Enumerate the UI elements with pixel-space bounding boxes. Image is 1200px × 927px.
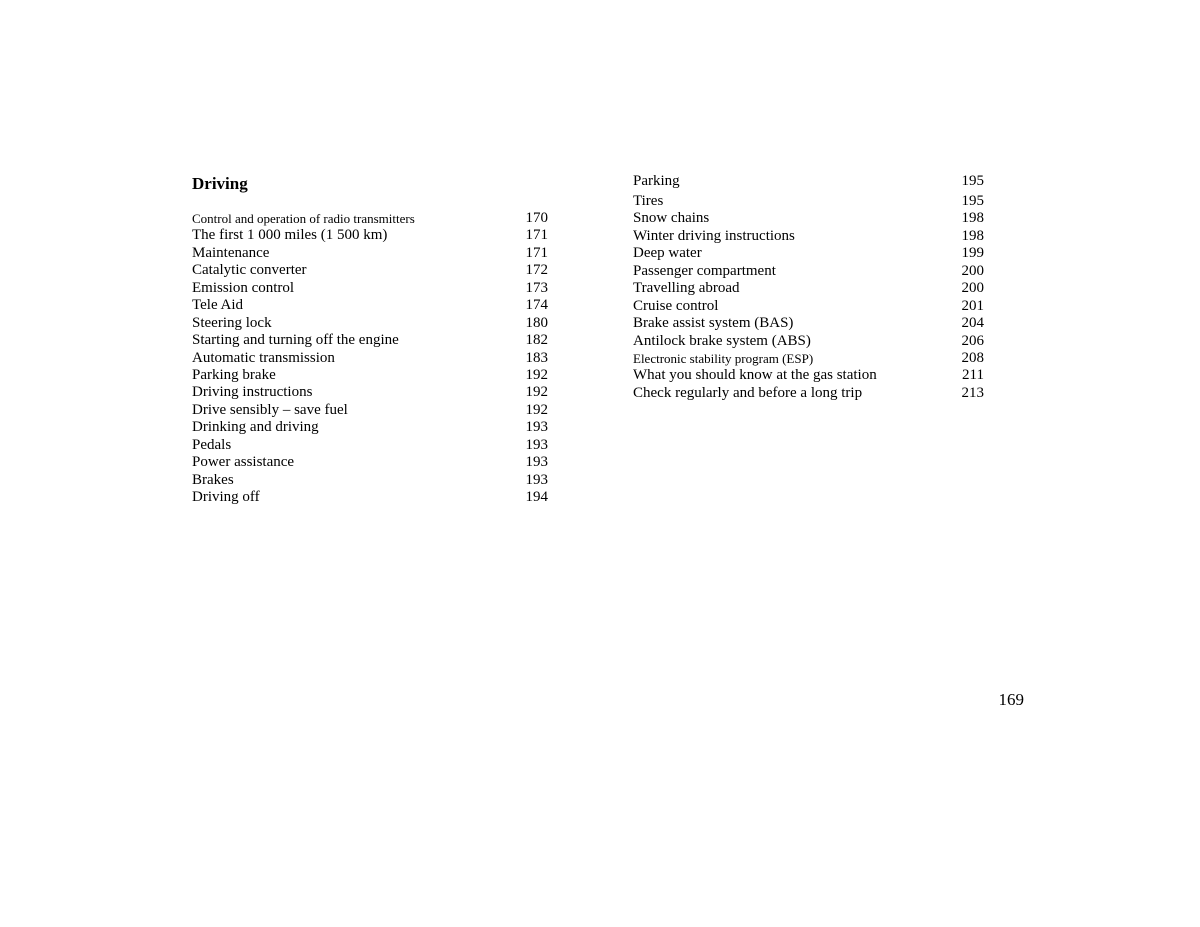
toc-entry-title: Starting and turning off the engine	[192, 332, 399, 349]
toc-entry	[192, 331, 548, 348]
toc-entry-title: Pedals	[192, 436, 232, 453]
toc-entry	[633, 227, 984, 244]
toc-entry-title: The first 1 000 miles (1 500 km)	[192, 227, 388, 244]
toc-entry	[192, 453, 548, 470]
toc-entry	[192, 296, 548, 313]
toc-entry	[192, 226, 548, 243]
toc-entry	[192, 471, 548, 488]
toc-entry-title: Maintenance	[192, 244, 270, 261]
toc-entry-page: 171	[525, 227, 548, 244]
toc-entry-title: What you should know at the gas station	[633, 367, 877, 384]
toc-entry-page: 198	[961, 210, 984, 227]
toc-entry-title: Driving off	[192, 489, 260, 505]
toc-entry-page: 195	[961, 193, 984, 209]
toc-entry-title: Passenger compartment	[633, 262, 776, 279]
toc-entry-page: 204	[961, 315, 984, 332]
toc-entry-page: 206	[961, 332, 984, 349]
toc-entry	[633, 349, 984, 366]
toc-entry	[633, 297, 984, 314]
toc-entry	[192, 436, 548, 453]
toc-entry	[192, 261, 548, 278]
toc-entry-title: Brakes	[192, 471, 234, 488]
toc-entry-title: Tele Aid	[192, 297, 244, 314]
toc-entry	[633, 332, 984, 349]
toc-entry-page: 171	[525, 244, 548, 261]
toc-entry	[192, 349, 548, 366]
toc-entry-page: 172	[525, 262, 548, 279]
toc-entry-title: Catalytic converter	[192, 262, 307, 279]
toc-entry-title: Cruise control	[633, 297, 719, 314]
toc-entry-page: 193	[525, 419, 548, 436]
toc-entry-page: 195	[961, 173, 984, 189]
toc-entry-page: 201	[961, 297, 984, 314]
toc-entry-page: 198	[961, 227, 984, 244]
toc-entry-title: Parking brake	[192, 366, 276, 383]
toc-entry	[633, 279, 984, 296]
toc-entry	[633, 172, 984, 192]
toc-entry-title: Travelling abroad	[633, 280, 740, 297]
toc-entry-page: 170	[525, 210, 548, 226]
toc-entry-title: Drinking and driving	[192, 419, 319, 436]
toc-entry-title: Deep water	[633, 245, 702, 262]
toc-entry-title: Control and operation of radio transmitters	[192, 211, 415, 226]
page-number: 169	[998, 690, 1024, 709]
toc-entry	[192, 244, 548, 261]
toc-entry	[633, 314, 984, 331]
toc-entry	[633, 209, 984, 226]
toc-entry	[192, 401, 548, 418]
toc-entry-title: Snow chains	[633, 210, 710, 227]
toc-entry-page: 174	[525, 297, 548, 314]
toc-entry-page: 193	[525, 454, 548, 471]
toc-entry-title: Tires	[633, 193, 664, 209]
toc-entry-title: Steering lock	[192, 314, 272, 331]
toc-entry-title: Antilock brake system (ABS)	[633, 332, 811, 349]
toc-right-column	[633, 172, 984, 401]
toc-entry	[192, 383, 548, 400]
toc-entry	[633, 384, 984, 401]
toc-entry-title: Drive sensibly – save fuel	[192, 401, 348, 418]
toc-entry-page: 193	[525, 436, 548, 453]
toc-entry-page: 200	[961, 262, 984, 279]
toc-entry-title: Brake assist system (BAS)	[633, 315, 794, 332]
toc-left-column	[192, 209, 548, 505]
toc-entry-page: 182	[525, 332, 548, 349]
toc-entry-title: Check regularly and before a long trip	[633, 384, 863, 401]
toc-entry	[633, 244, 984, 261]
toc-entry	[192, 418, 548, 435]
toc-entry-page: 183	[525, 349, 548, 366]
toc-entry-title: Driving instructions	[192, 384, 313, 401]
toc-entry	[633, 192, 984, 209]
toc-entry-page: 194	[525, 489, 548, 505]
toc-entry	[192, 366, 548, 383]
toc-entry-title: Electronic stability program (ESP)	[633, 350, 814, 366]
toc-entry	[192, 209, 548, 226]
toc-entry-title: Power assistance	[192, 454, 295, 471]
toc-entry-title: Emission control	[192, 279, 295, 296]
toc-entry-page: 200	[961, 280, 984, 297]
toc-entry-page: 213	[961, 384, 984, 401]
toc-entry-page: 192	[525, 384, 548, 401]
toc-entry-page: 180	[525, 314, 548, 331]
toc-entry-page: 199	[961, 245, 984, 262]
toc-entry	[192, 488, 548, 505]
section-title: Driving	[192, 174, 248, 193]
toc-entry-page: 211	[962, 367, 984, 384]
toc-entry-page: 173	[525, 279, 548, 296]
toc-entry-page: 192	[525, 366, 548, 383]
toc-entry	[633, 262, 984, 279]
toc-entry-title: Parking	[633, 173, 680, 189]
toc-entry	[192, 279, 548, 296]
toc-entry-page: 193	[525, 471, 548, 488]
toc-entry	[633, 366, 984, 383]
toc-entry-page: 208	[961, 349, 984, 366]
toc-entry-page: 192	[525, 401, 548, 418]
toc-entry	[192, 314, 548, 331]
toc-entry-title: Automatic transmission	[192, 349, 335, 366]
toc-entry-title: Winter driving instructions	[633, 227, 795, 244]
